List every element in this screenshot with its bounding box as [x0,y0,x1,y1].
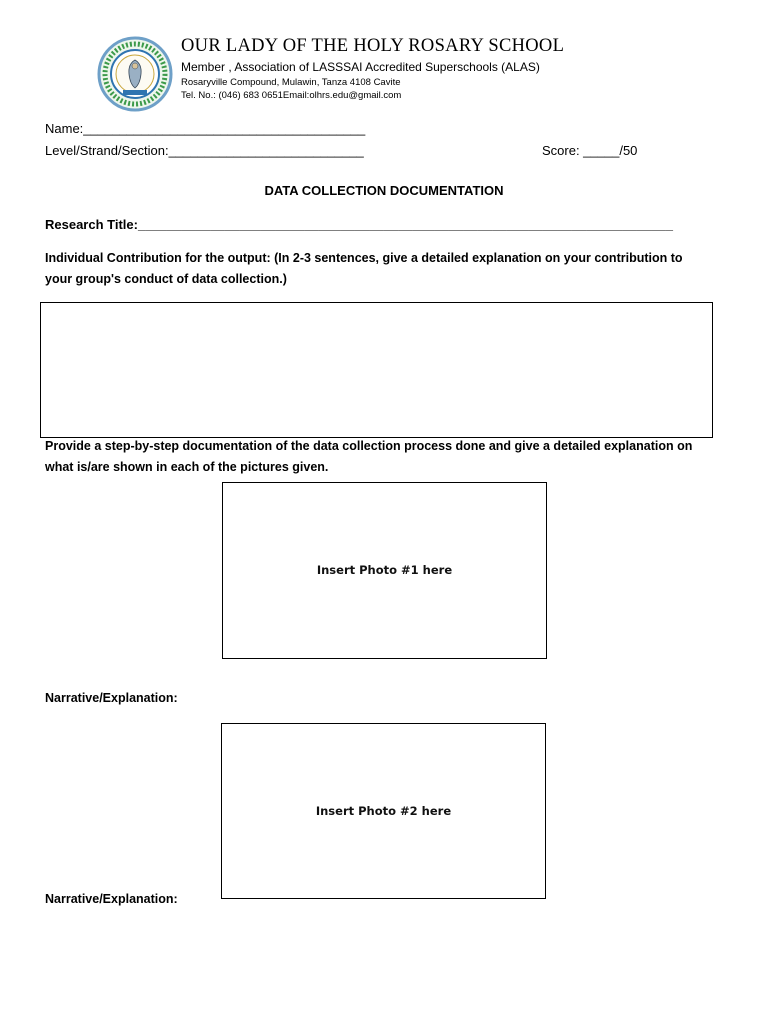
narrative-2-label: Narrative/Explanation: [45,892,178,906]
score-field[interactable]: Score: _____/50 [542,143,638,158]
level-strand-section-field[interactable]: Level/Strand/Section:___________________________ [45,143,364,158]
contribution-instruction: Individual Contribution for the output: (In 2-3 sentences, give a detailed explanation on your contribution to your group's conduct of data collection.) [45,251,683,286]
member-middle: Accredited Superschools [362,60,502,74]
photo-1-label: Insert Photo #1 here [316,563,453,577]
document-title: DATA COLLECTION DOCUMENTATION [264,183,504,198]
research-title-field[interactable]: Research Title:__________________________________________________________________________ [45,217,673,232]
contribution-answer-box[interactable] [40,302,713,438]
school-seal-logo [97,36,173,112]
school-name: OUR LADY OF THE HOLY ROSARY SCHOOL [181,36,565,56]
school-address: Rosaryville Compound, Mulawin, Tanza 4108 Cavite [181,77,401,88]
process-instruction: Provide a step-by-step documentation of the data collection process done and give a detailed explanation on what is/are shown in each of the pictures given. [45,439,693,474]
member-org: LASSSAI [312,60,363,74]
name-field[interactable]: Name:_______________________________________ [45,121,366,136]
member-prefix: Member , Association of [181,60,313,74]
photo-1-placeholder[interactable] [222,482,547,659]
photo-2-label: Insert Photo #2 here [315,804,452,818]
membership-line [181,60,540,74]
photo-2-placeholder[interactable] [221,723,546,899]
school-contact: Tel. No.: (046) 683 0651Email:olhrs.edu@gmail.com [181,90,402,101]
narrative-1-label: Narrative/Explanation: [45,691,178,705]
member-abbr: (ALAS) [501,60,540,74]
